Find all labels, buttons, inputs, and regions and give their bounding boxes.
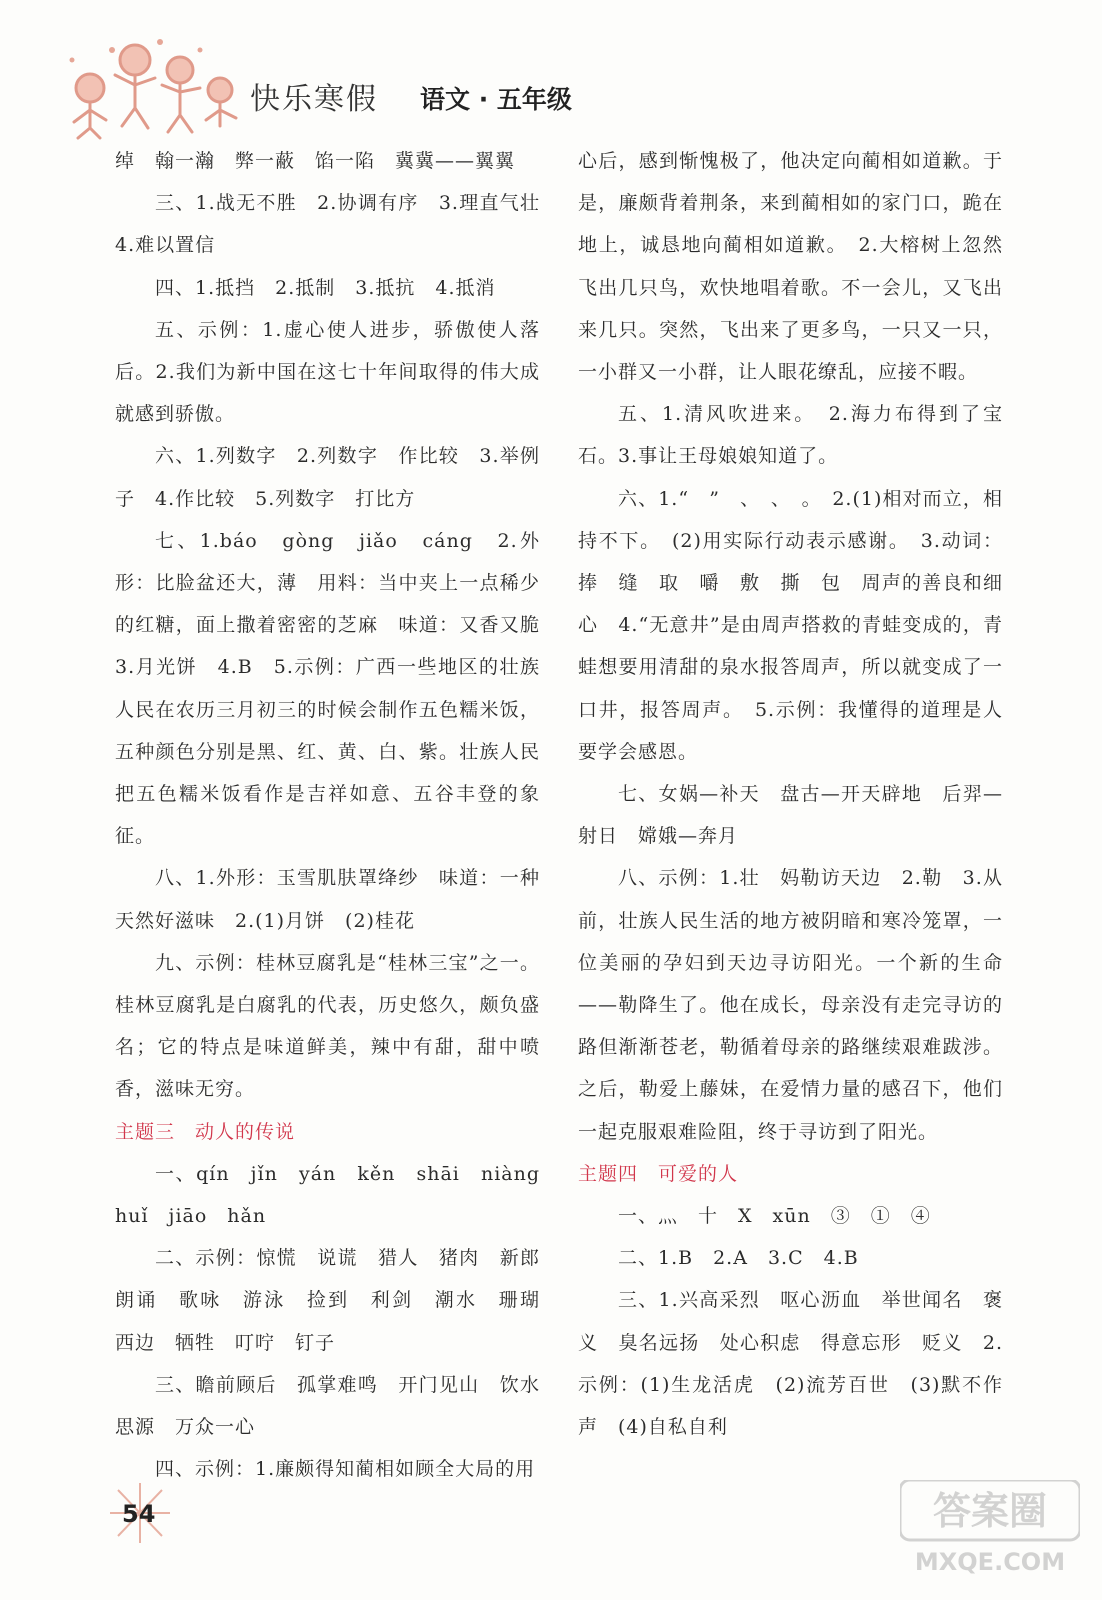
answer-paragraph: 七、1.báo gòng jiǎo cáng 2.外形：比脸盆还大，薄 用料：当中夹上一点稀少的红糖，面上撒着密密的芝麻 味道：又香又脆 3.月光饼 4.B 5.示例：广西一些地区的壮族人民在农历三月初三的时候会制作五色糯米饭，五种颜色分别是黑、红、黄、白、紫。壮族人民把五色糯米饭看作是吉祥如意、五谷丰登的象征。	[115, 529, 561, 848]
section-heading-theme-3: 主题三 动人的传说	[115, 1120, 296, 1143]
subject-grade-label: 语文 · 五年级	[420, 85, 572, 114]
answer-paragraph: 六、1.列数字 2.列数字 作比较 3.举例子 4.作比较 5.列数字 打比方	[115, 445, 540, 510]
answer-paragraph: 五、1.清风吹进来。 2.海力布得到了宝石。3.事让王母娘娘知道了。	[578, 403, 1003, 468]
page-header	[60, 30, 620, 140]
answer-paragraph: 六、1.“ ” 、 、 。 2.(1)相对而立，相持不下。 (2)用实际行动表示感谢。 3.动词：捧 缝 取 嚼 敷 撕 包 周声的善良和细心 4.“无意井”是由周声搭救的青蛙变成的，青蛙想要用清甜的泉水报答周声，所以就变成了一口井，报答周声。 5.示例：我懂得的道理是人要学会感恩。	[578, 487, 1003, 763]
svg-text:MXQE.COM: MXQE.COM	[914, 1548, 1066, 1576]
answer-paragraph: 三、1.战无不胜 2.协调有序 3.理直气壮 4.难以置信	[115, 192, 561, 257]
answer-paragraph: 二、1.B 2.A 3.C 4.B	[618, 1247, 859, 1270]
left-answer-column	[115, 140, 561, 1491]
book-brand-title: 快乐寒假	[250, 82, 378, 117]
answer-paragraph: 一、qín jǐn yán kěn shāi niàng huǐ jiāo hǎn	[115, 1162, 561, 1228]
answer-paragraph: 五、示例：1.虚心使人进步，骄傲使人落后。2.我们为新中国在这七十年间取得的伟大成就感到骄傲。	[115, 318, 540, 426]
answer-paragraph: 九、示例：桂林豆腐乳是“桂林三宝”之一。桂林豆腐乳是白腐乳的代表，历史悠久，颇负盛名；它的特点是味道鲜美，辣中有甜，甜中喷香，滋味无穷。	[115, 951, 540, 1101]
answer-paragraph: 四、1.抵挡 2.抵制 3.抵抗 4.抵消	[155, 276, 496, 299]
answer-paragraph: 一、灬 十 X xūn ③ ① ④	[618, 1205, 931, 1228]
page-number: 54	[122, 1500, 156, 1528]
answer-paragraph: 七、女娲—补天 盘古—开天辟地 后羿—射日 嫦娥—奔月	[578, 783, 1003, 848]
answer-paragraph: 三、1.兴高采烈 呕心沥血 举世闻名 褒义 臭名远扬 处心积虑 得意忘形 贬义 2.示例：(1)生龙活虎 (2)流芳百世 (3)默不作声 (4)自私自利	[578, 1289, 1003, 1439]
section-heading-theme-4: 主题四 可爱的人	[578, 1162, 739, 1185]
answer-paragraph: 二、示例：惊慌 说谎 猎人 猪肉 新郎 朗诵 歌咏 游泳 捡到 利剑 潮水 珊瑚 西边 牺牲 叮咛 钉子	[115, 1247, 561, 1354]
answer-paragraph: 三、瞻前顾后 孤掌难鸣 开门见山 饮水思源 万众一心	[115, 1373, 540, 1439]
answer-paragraph: 绰 翰一瀚 弊一蔽 馅一陷 冀冀——翼翼	[115, 150, 516, 172]
answer-paragraph: 八、示例：1.壮 妈勒访天边 2.勒 3.从前，壮族人民生活的地方被阴暗和寒冷笼罩，一位美丽的孕妇到天边寻访阳光。一个新的生命——勒降生了。他在成长，母亲没有走完寻访的路但渐渐苍老，勒循着母亲的路继续艰难跋涉。之后，勒爱上藤妹，在爱情力量的感召下，他们一起克服艰难险阻，终于寻访到了阳光。	[578, 867, 1003, 1143]
children-illustration-logo	[60, 30, 245, 140]
watermark-logo	[900, 1480, 1080, 1580]
answer-paragraph: 四、示例：1.廉颇得知蔺相如顾全大局的用	[155, 1458, 536, 1481]
svg-text:答案圈: 答案圈	[932, 1489, 1048, 1533]
answer-paragraph: 心后，感到惭愧极了，他决定向蔺相如道歉。于是，廉颇背着荆条，来到蔺相如的家门口，跪在地上，诚恳地向蔺相如道歉。 2.大榕树上忽然飞出几只鸟，欢快地唱着歌。不一会儿，又飞出来几只。突然，飞出来了更多鸟，一只又一只，一小群又一小群，让人眼花缭乱，应接不暇。	[578, 150, 1003, 384]
right-answer-column	[578, 140, 1003, 1448]
answer-paragraph: 八、1.外形：玉雪肌肤罩绛纱 味道：一种天然好滋味 2.(1)月饼 (2)桂花	[115, 867, 540, 932]
